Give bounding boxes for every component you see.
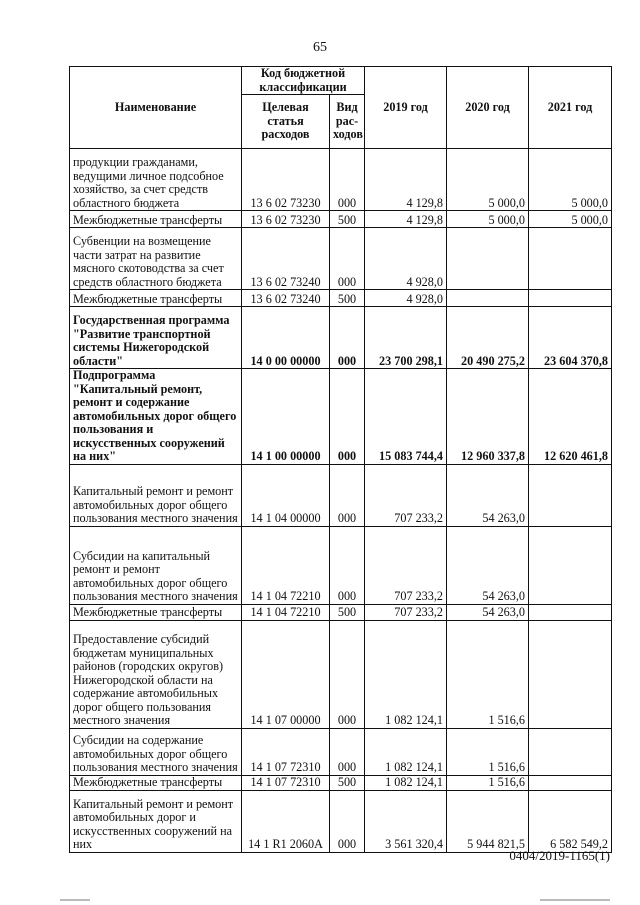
row-2021: 6 582 549,2 xyxy=(529,790,612,852)
row-2020: 5 000,0 xyxy=(447,149,529,211)
row-2021: 5 000,0 xyxy=(529,149,612,211)
row-expense-type: 000 xyxy=(330,228,365,290)
row-code: 13 6 02 73240 xyxy=(242,228,330,290)
row-2021 xyxy=(529,728,612,775)
row-expense-type: 000 xyxy=(330,526,365,604)
row-2021: 12 620 461,8 xyxy=(529,369,612,465)
row-code: 14 1 07 72310 xyxy=(242,728,330,775)
row-name: Предоставление субсидий бюджетам муниципальных районов (городских округов) Нижегородской области на содержание автомобильных дорог общего пользования местного значения xyxy=(70,620,242,728)
row-code: 14 1 00 00000 xyxy=(242,369,330,465)
table-row xyxy=(70,620,612,728)
row-2020: 1 516,6 xyxy=(447,620,529,728)
table-row xyxy=(70,228,612,290)
row-2019: 4 928,0 xyxy=(365,228,447,290)
row-code: 14 1 R1 2060A xyxy=(242,790,330,852)
row-2019: 15 083 744,4 xyxy=(365,369,447,465)
row-code: 14 1 07 00000 xyxy=(242,620,330,728)
row-2021 xyxy=(529,526,612,604)
row-2021 xyxy=(529,775,612,790)
row-2019: 1 082 124,1 xyxy=(365,775,447,790)
row-2019: 4 129,8 xyxy=(365,211,447,228)
page-number: 65 xyxy=(313,40,327,55)
row-2021: 5 000,0 xyxy=(529,211,612,228)
row-expense-type: 500 xyxy=(330,604,365,620)
row-2020: 1 516,6 xyxy=(447,728,529,775)
row-2020: 5 944 821,5 xyxy=(447,790,529,852)
row-2020: 12 960 337,8 xyxy=(447,369,529,465)
scan-edge-marks xyxy=(0,893,640,905)
row-name: Капитальный ремонт и ремонт автомобильных дорог общего пользования местного значения xyxy=(70,464,242,526)
row-code: 14 1 07 72310 xyxy=(242,775,330,790)
row-2020 xyxy=(447,228,529,290)
table-row xyxy=(70,307,612,369)
table-row xyxy=(70,369,612,465)
budget-table xyxy=(69,66,612,853)
row-name: продукции гражданами, ведущими личное подсобное хозяйство, за счет средств областного бюджета xyxy=(70,149,242,211)
table-row xyxy=(70,775,612,790)
row-code: 14 0 00 00000 xyxy=(242,307,330,369)
table-row xyxy=(70,604,612,620)
row-code: 14 1 04 00000 xyxy=(242,464,330,526)
row-2019: 707 233,2 xyxy=(365,604,447,620)
row-name: Межбюджетные трансферты xyxy=(70,211,242,228)
row-2019: 4 129,8 xyxy=(365,149,447,211)
row-name: Субсидии на содержание автомобильных дорог общего пользования местного значения xyxy=(70,728,242,775)
document-code: 0404/2019-1165(1) xyxy=(509,848,610,863)
row-expense-type: 000 xyxy=(330,790,365,852)
table-row xyxy=(70,790,612,852)
row-2020 xyxy=(447,290,529,307)
row-2019: 707 233,2 xyxy=(365,526,447,604)
header-2019: 2019 год xyxy=(365,67,447,149)
row-2021 xyxy=(529,228,612,290)
row-2020: 5 000,0 xyxy=(447,211,529,228)
row-name: Межбюджетные трансферты xyxy=(70,290,242,307)
row-2021: 23 604 370,8 xyxy=(529,307,612,369)
header-2021: 2021 год xyxy=(529,67,612,149)
row-expense-type: 500 xyxy=(330,211,365,228)
row-2019: 1 082 124,1 xyxy=(365,728,447,775)
row-2019: 23 700 298,1 xyxy=(365,307,447,369)
table-row xyxy=(70,149,612,211)
row-2019: 707 233,2 xyxy=(365,464,447,526)
row-name: Межбюджетные трансферты xyxy=(70,604,242,620)
header-expense-type: Вид рас-ходов xyxy=(330,95,365,149)
row-name: Государственная программа "Развитие транспортной системы Нижегородской области" xyxy=(70,307,242,369)
table-row xyxy=(70,211,612,228)
header-2020: 2020 год xyxy=(447,67,529,149)
row-2019: 4 928,0 xyxy=(365,290,447,307)
row-expense-type: 000 xyxy=(330,728,365,775)
row-2020: 54 263,0 xyxy=(447,526,529,604)
row-name: Капитальный ремонт и ремонт автомобильных дорог и искусственных сооружений на них xyxy=(70,790,242,852)
row-expense-type: 000 xyxy=(330,307,365,369)
row-expense-type: 000 xyxy=(330,369,365,465)
row-code: 13 6 02 73230 xyxy=(242,211,330,228)
table-row xyxy=(70,728,612,775)
header-target-item: Целевая статья расходов xyxy=(242,95,330,149)
row-name: Подпрограмма "Капитальный ремонт, ремонт и содержание автомобильных дорог общего пользования и искусственных сооружений на них" xyxy=(70,369,242,465)
row-expense-type: 000 xyxy=(330,620,365,728)
row-2020: 54 263,0 xyxy=(447,604,529,620)
row-expense-type: 500 xyxy=(330,775,365,790)
row-2021 xyxy=(529,290,612,307)
row-code: 13 6 02 73230 xyxy=(242,149,330,211)
row-2020: 20 490 275,2 xyxy=(447,307,529,369)
table-row xyxy=(70,464,612,526)
row-2020: 1 516,6 xyxy=(447,775,529,790)
row-2020: 54 263,0 xyxy=(447,464,529,526)
row-expense-type: 000 xyxy=(330,464,365,526)
row-name: Субвенции на возмещение части затрат на развитие мясного скотоводства за счет средств областного бюджета xyxy=(70,228,242,290)
header-name: Наименование xyxy=(70,67,242,149)
row-2019: 1 082 124,1 xyxy=(365,620,447,728)
row-code: 13 6 02 73240 xyxy=(242,290,330,307)
row-name: Межбюджетные трансферты xyxy=(70,775,242,790)
row-expense-type: 500 xyxy=(330,290,365,307)
row-code: 14 1 04 72210 xyxy=(242,526,330,604)
header-budget-code: Код бюджетной классификации xyxy=(242,67,365,95)
row-expense-type: 000 xyxy=(330,149,365,211)
row-2021 xyxy=(529,464,612,526)
row-2021 xyxy=(529,604,612,620)
row-2021 xyxy=(529,620,612,728)
table-row xyxy=(70,290,612,307)
table-row xyxy=(70,526,612,604)
row-code: 14 1 04 72210 xyxy=(242,604,330,620)
row-name: Субсидии на капитальный ремонт и ремонт автомобильных дорог общего пользования местного значения xyxy=(70,526,242,604)
row-2019: 3 561 320,4 xyxy=(365,790,447,852)
